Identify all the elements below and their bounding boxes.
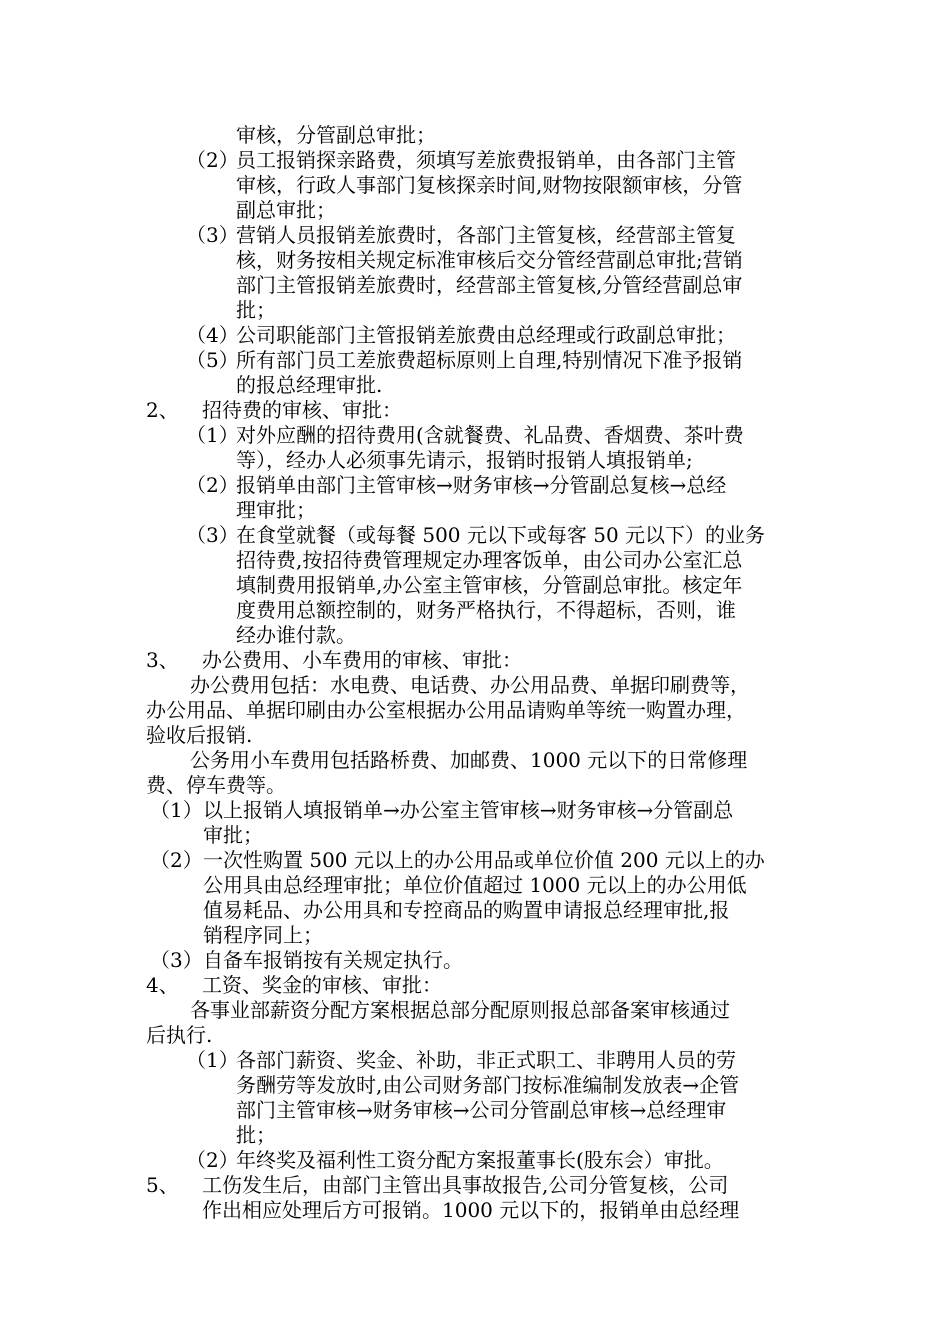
text-line: 报销单由部门主管审核→财务审核→分管副总复核→总经 xyxy=(236,473,727,497)
text-line: 审核，行政人事部门复核探亲时间,财物按限额审核，分管 xyxy=(236,173,743,197)
item-marker: （5） xyxy=(186,348,239,372)
text-line: 营销人员报销差旅费时，各部门主管复核，经营部主管复 xyxy=(236,223,736,247)
text-line: 员工报销探亲路费，须填写差旅费报销单，由各部门主管 xyxy=(236,148,736,172)
item-marker: （1） xyxy=(186,1048,239,1072)
text-line: 对外应酬的招待费用(含就餐费、礼品费、香烟费、茶叶费 xyxy=(236,423,744,447)
text-line: 等），经办人必须事先请示，报销时报销人填报销单; xyxy=(236,448,693,472)
text-line: 核，财务按相关规定标准审核后交分管经营副总审批;营销 xyxy=(236,248,743,272)
item-marker: （2） xyxy=(186,473,239,497)
text-line: 审核，分管副总审批； xyxy=(236,123,436,147)
section-heading: 办公费用、小车费用的审核、审批： xyxy=(202,648,522,672)
section-heading: 工资、奖金的审核、审批： xyxy=(202,973,442,997)
item-marker: （2） xyxy=(186,1148,239,1172)
section-heading: 招待费的审核、审批： xyxy=(202,398,402,422)
text-line: 办公用品、单据印刷由办公室根据办公用品请购单等统一购置办理， xyxy=(146,698,746,722)
text-line: 理审批； xyxy=(236,498,316,522)
section-number: 5、 xyxy=(146,1173,179,1197)
text-line: 部门主管审核→财务审核→公司分管副总审核→总经理审 xyxy=(236,1098,727,1122)
section-heading: 工伤发生后，由部门主管出具事故报告,公司分管复核，公司 xyxy=(202,1173,729,1197)
text-line: 批； xyxy=(236,1123,276,1147)
text-line: 各事业部薪资分配方案根据总部分配原则报总部备案审核通过 xyxy=(190,998,730,1022)
text-line: 经办谁付款。 xyxy=(236,623,356,647)
item-marker: （3） xyxy=(150,948,203,972)
section-number: 4、 xyxy=(146,973,179,997)
text-line: 的报总经理审批. xyxy=(236,373,383,397)
text-line: 以上报销人填报销单→办公室主管审核→财务审核→分管副总 xyxy=(203,798,734,822)
item-marker: （1） xyxy=(186,423,239,447)
section-number: 3、 xyxy=(146,648,179,672)
text-line: 务酬劳等发放时,由公司财务部门按标准编制发放表→企管 xyxy=(236,1073,740,1097)
text-line: 年终奖及福利性工资分配方案报董事长(股东会）审批。 xyxy=(236,1148,724,1172)
text-line: 公司职能部门主管报销差旅费由总经理或行政副总审批； xyxy=(236,323,736,347)
text-line: 自备车报销按有关规定执行。 xyxy=(203,948,463,972)
text-line: 后执行. xyxy=(146,1023,213,1047)
text-line: 招待费,按招待费管理规定办理客饭单，由公司办公室汇总 xyxy=(236,548,743,572)
text-line: 审批； xyxy=(203,823,263,847)
text-line: 副总审批； xyxy=(236,198,336,222)
text-line: 验收后报销. xyxy=(146,723,253,747)
text-line: 销程序同上； xyxy=(203,923,323,947)
text-line: 度费用总额控制的，财务严格执行，不得超标，否则，谁 xyxy=(236,598,736,622)
item-marker: （4） xyxy=(186,323,239,347)
item-marker: （2） xyxy=(150,848,203,872)
text-line: 各部门薪资、奖金、补助，非正式职工、非聘用人员的劳 xyxy=(236,1048,736,1072)
text-line: 填制费用报销单,办公室主管审核，分管副总审批。核定年 xyxy=(236,573,743,597)
text-line: 作出相应处理后方可报销。1000 元以下的，报销单由总经理 xyxy=(202,1198,740,1222)
text-line: 部门主管报销差旅费时，经营部主管复核,分管经营副总审 xyxy=(236,273,743,297)
text-line: 值易耗品、办公用具和专控商品的购置申请报总经理审批,报 xyxy=(203,898,730,922)
text-line: 费、停车费等。 xyxy=(146,773,286,797)
item-marker: （3） xyxy=(186,523,239,547)
text-line: 公用具由总经理审批；单位价值超过 1000 元以上的办公用低 xyxy=(203,873,747,897)
text-line: 在食堂就餐（或每餐 500 元以下或每客 50 元以下）的业务 xyxy=(236,523,766,547)
text-line: 办公费用包括：水电费、电话费、办公用品费、单据印刷费等， xyxy=(190,673,750,697)
text-line: 批； xyxy=(236,298,276,322)
item-marker: （1） xyxy=(150,798,203,822)
item-marker: （2） xyxy=(186,148,239,172)
text-line: 公务用小车费用包括路桥费、加邮费、1000 元以下的日常修理 xyxy=(190,748,748,772)
section-number: 2、 xyxy=(146,398,179,422)
text-line: 一次性购置 500 元以上的办公用品或单位价值 200 元以上的办 xyxy=(203,848,765,872)
item-marker: （3） xyxy=(186,223,239,247)
text-line: 所有部门员工差旅费超标原则上自理,特别情况下准予报销 xyxy=(236,348,743,372)
